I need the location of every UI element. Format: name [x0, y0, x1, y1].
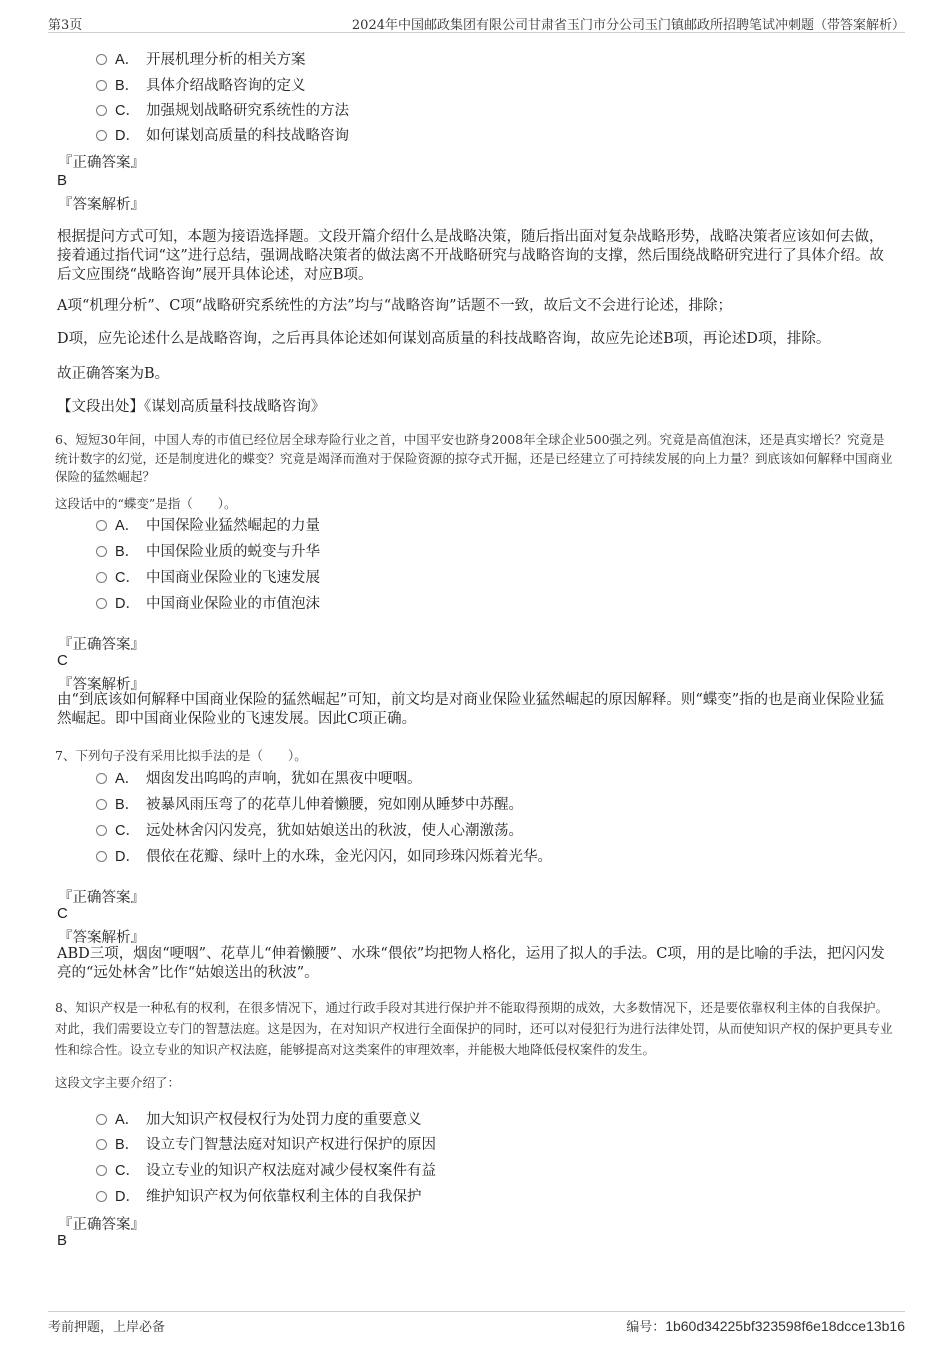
- q5-analysis-paragraph: A项“机理分析”、C项“战略研究系统性的方法”均与“战略咨询”话题不一致，故后文不会进行论述，排除；: [57, 298, 733, 314]
- page-footer: [48, 1311, 905, 1336]
- q6-answer-label: 『正确答案』: [58, 637, 145, 653]
- radio-icon[interactable]: [96, 799, 107, 810]
- q7-answer: C: [57, 905, 68, 922]
- q5-answer: B: [57, 172, 68, 189]
- q5-source: 【文段出处】《谋划高质量科技战略咨询》: [57, 399, 326, 415]
- q6-analysis: 由“到底该如何解释中国商业保险的猛然崛起”可知，前文均是对商业保险业猛然崛起的原因解释。则“蝶变”指的也是商业保险业猛然崛起。即中国商业保险业的飞速发展。因此C项正确。: [57, 692, 885, 727]
- q6-answer: C: [57, 652, 68, 669]
- radio-icon[interactable]: [96, 1114, 107, 1125]
- page-number: 第3页: [48, 18, 83, 33]
- q6-stem: 6、短短30年间，中国人寿的市值已经位居全球寿险行业之首，中国平安也跻身2008年全球企业500强之列。究竟是高值泡沫，还是真实增长？究竟是统计数字的幻觉，还是制度进化的蝶变？究竟是竭泽而渔对于保险资源的掠夺式开掘，还是已经建立了可持续发展的向上力量？到底该如何解释中国商业保险的猛然崛起？: [55, 432, 893, 484]
- radio-icon[interactable]: [96, 598, 107, 609]
- q7-analysis: ABD三项，烟囱“哽咽”、花草儿“伸着懒腰”、水珠“偎依”均把物人格化，运用了拟人的手法。C项，用的是比喻的手法，把闪闪发亮的“远处林舍”比作“姑娘送出的秋波”。: [57, 946, 885, 981]
- radio-icon[interactable]: [96, 546, 107, 557]
- radio-icon[interactable]: [96, 105, 107, 116]
- radio-icon[interactable]: [96, 1191, 107, 1202]
- q7-answer-label: 『正确答案』: [58, 890, 145, 906]
- q6-analysis-label: 『答案解析』: [58, 677, 145, 693]
- radio-icon[interactable]: [96, 520, 107, 531]
- q6-question: 这段话中的“蝶变”是指（ ）。: [55, 496, 237, 511]
- q8-stem: 8、知识产权是一种私有的权利，在很多情况下，通过行政手段对其进行保护并不能取得预期的成效，大多数情况下，还是要依靠权利主体的自我保护。对此，我们需要设立专门的智慧法庭。这是因为，在对知识产权进行全面保护的同时，还可以对侵犯行为进行法律处罚，从而使知识产权的保护更具专业性和综合性。设立专业的知识产权法庭，能够提高对这类案件的审理效率，并能极大地降低侵权案件的发生。: [55, 1000, 893, 1057]
- footer-code: 编号：1b60d34225bf323598f6e18dcce13b16: [626, 1318, 905, 1335]
- q8-answer-label: 『正确答案』: [58, 1217, 145, 1233]
- radio-icon[interactable]: [96, 773, 107, 784]
- radio-icon[interactable]: [96, 130, 107, 141]
- q7-stem: 7、下列句子没有采用比拟手法的是（ ）。: [55, 748, 307, 763]
- radio-icon[interactable]: [96, 572, 107, 583]
- document-title: 2024年中国邮政集团有限公司甘肃省玉门市分公司玉门镇邮政所招聘笔试冲刺题（带答案解析）: [351, 18, 905, 33]
- q5-answer-label: 『正确答案』: [58, 155, 145, 171]
- q5-analysis-paragraph: D项，应先论述什么是战略咨询，之后再具体论述如何谋划高质量的科技战略咨询，故应先论述B项，再论述D项，排除。: [57, 331, 831, 347]
- footer-slogan: 考前押题，上岸必备: [48, 1320, 166, 1335]
- q8-answer: B: [57, 1232, 68, 1249]
- radio-icon[interactable]: [96, 80, 107, 91]
- q5-analysis-paragraph: 故正确答案为B。: [57, 366, 170, 382]
- q8-question: 这段文字主要介绍了：: [55, 1075, 181, 1090]
- q7-analysis-label: 『答案解析』: [58, 930, 145, 946]
- radio-icon[interactable]: [96, 1165, 107, 1176]
- q5-analysis-label: 『答案解析』: [58, 197, 145, 213]
- radio-icon[interactable]: [96, 54, 107, 65]
- page-header: [48, 12, 905, 33]
- q5-analysis-paragraph: 根据提问方式可知，本题为接语选择题。文段开篇介绍什么是战略决策，随后指出面对复杂战略形势，战略决策者应该如何去做，接着通过指代词“这”进行总结，强调战略决策者的做法离不开战略研究与战略咨询的支撑，然后围绕战略研究进行了具体介绍。故后文应围绕“战略咨询”展开具体论述，对应B项。: [57, 229, 884, 283]
- radio-icon[interactable]: [96, 851, 107, 862]
- radio-icon[interactable]: [96, 825, 107, 836]
- radio-icon[interactable]: [96, 1139, 107, 1150]
